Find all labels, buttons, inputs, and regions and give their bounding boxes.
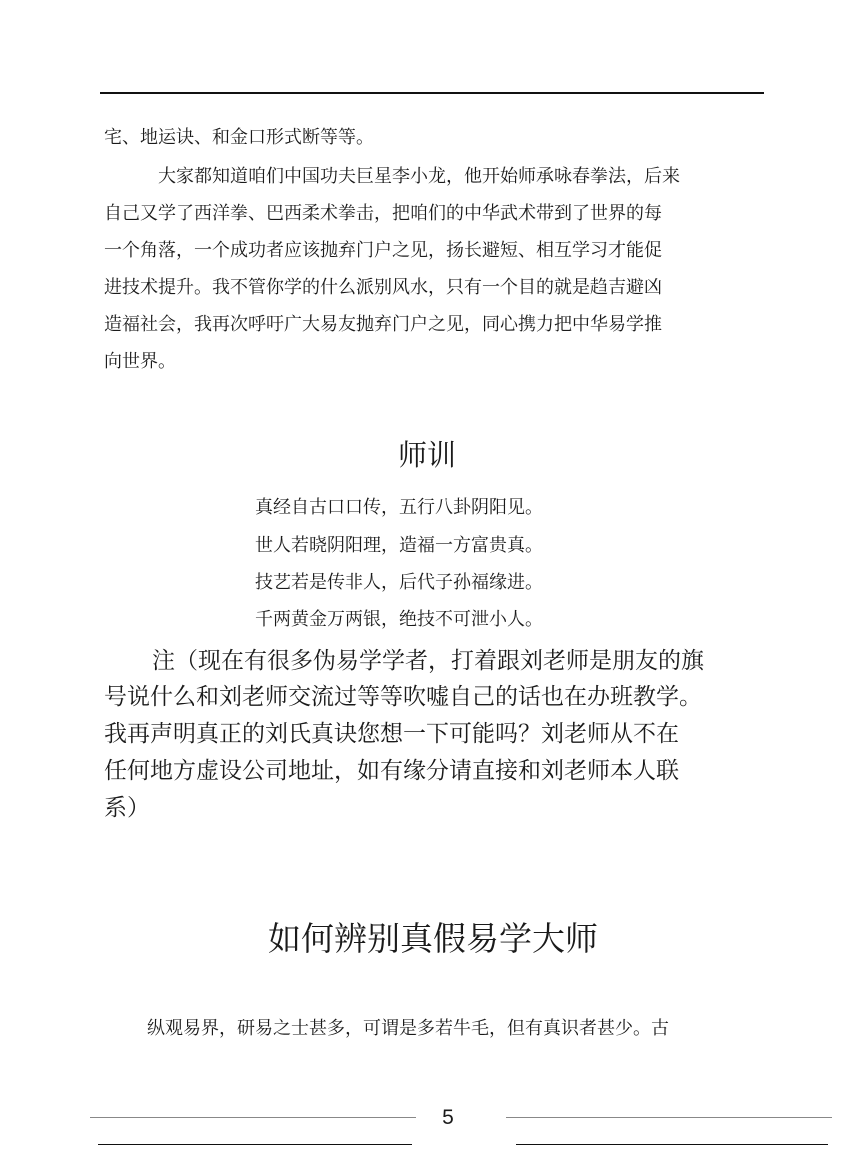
paragraph-line: 纵观易界，研易之士甚多，可谓是多若牛毛，但有真识者甚少。古 bbox=[147, 1018, 669, 1039]
footer-rule-right-top bbox=[506, 1117, 832, 1118]
footer-rule-left-top bbox=[90, 1117, 416, 1118]
section-heading-shixun: 师训 bbox=[397, 438, 456, 472]
section-heading-master: 如何辨别真假易学大师 bbox=[268, 919, 598, 958]
paragraph-line: 一个角落，一个成功者应该抛弃门户之见，扬长避短、相互学习才能促 bbox=[104, 240, 662, 261]
poem-line: 真经自古口口传，五行八卦阴阳见。 bbox=[255, 497, 543, 518]
poem-line: 世人若晓阴阳理，造福一方富贵真。 bbox=[255, 535, 543, 556]
note-line: 系） bbox=[104, 795, 150, 821]
paragraph-line: 向世界。 bbox=[104, 351, 176, 372]
poem-line: 技艺若是传非人，后代子孙福缘进。 bbox=[255, 572, 543, 593]
footer-rule-right-bottom bbox=[516, 1144, 828, 1145]
paragraph-line: 造福社会，我再次呼吁广大易友抛弃门户之见，同心携力把中华易学推 bbox=[104, 314, 662, 335]
page-number: 5 bbox=[442, 1106, 454, 1129]
note-line: 号说什么和刘老师交流过等等吹嘘自己的话也在办班教学。 bbox=[104, 684, 702, 710]
footer-rule-left-bottom bbox=[98, 1144, 412, 1145]
note-line: 我再声明真正的刘氏真诀您想一下可能吗？刘老师从不在 bbox=[104, 721, 679, 747]
note-line: 任何地方虚设公司地址，如有缘分请直接和刘老师本人联 bbox=[104, 758, 679, 784]
paragraph-line: 大家都知道咱们中国功夫巨星李小龙，他开始师承咏春拳法，后来 bbox=[158, 166, 680, 187]
poem-line: 千两黄金万两银，绝技不可泄小人。 bbox=[255, 609, 543, 630]
header-rule bbox=[100, 92, 764, 94]
paragraph-line: 宅、地运诀、和金口形式断等等。 bbox=[104, 127, 374, 148]
paragraph-line: 自己又学了西洋拳、巴西柔术拳击，把咱们的中华武术带到了世界的每 bbox=[104, 203, 662, 224]
paragraph-line: 进技术提升。我不管你学的什么派别风水，只有一个目的就是趋吉避凶 bbox=[104, 277, 662, 298]
note-line: 注（现在有很多伪易学学者，打着跟刘老师是朋友的旗 bbox=[152, 648, 704, 674]
